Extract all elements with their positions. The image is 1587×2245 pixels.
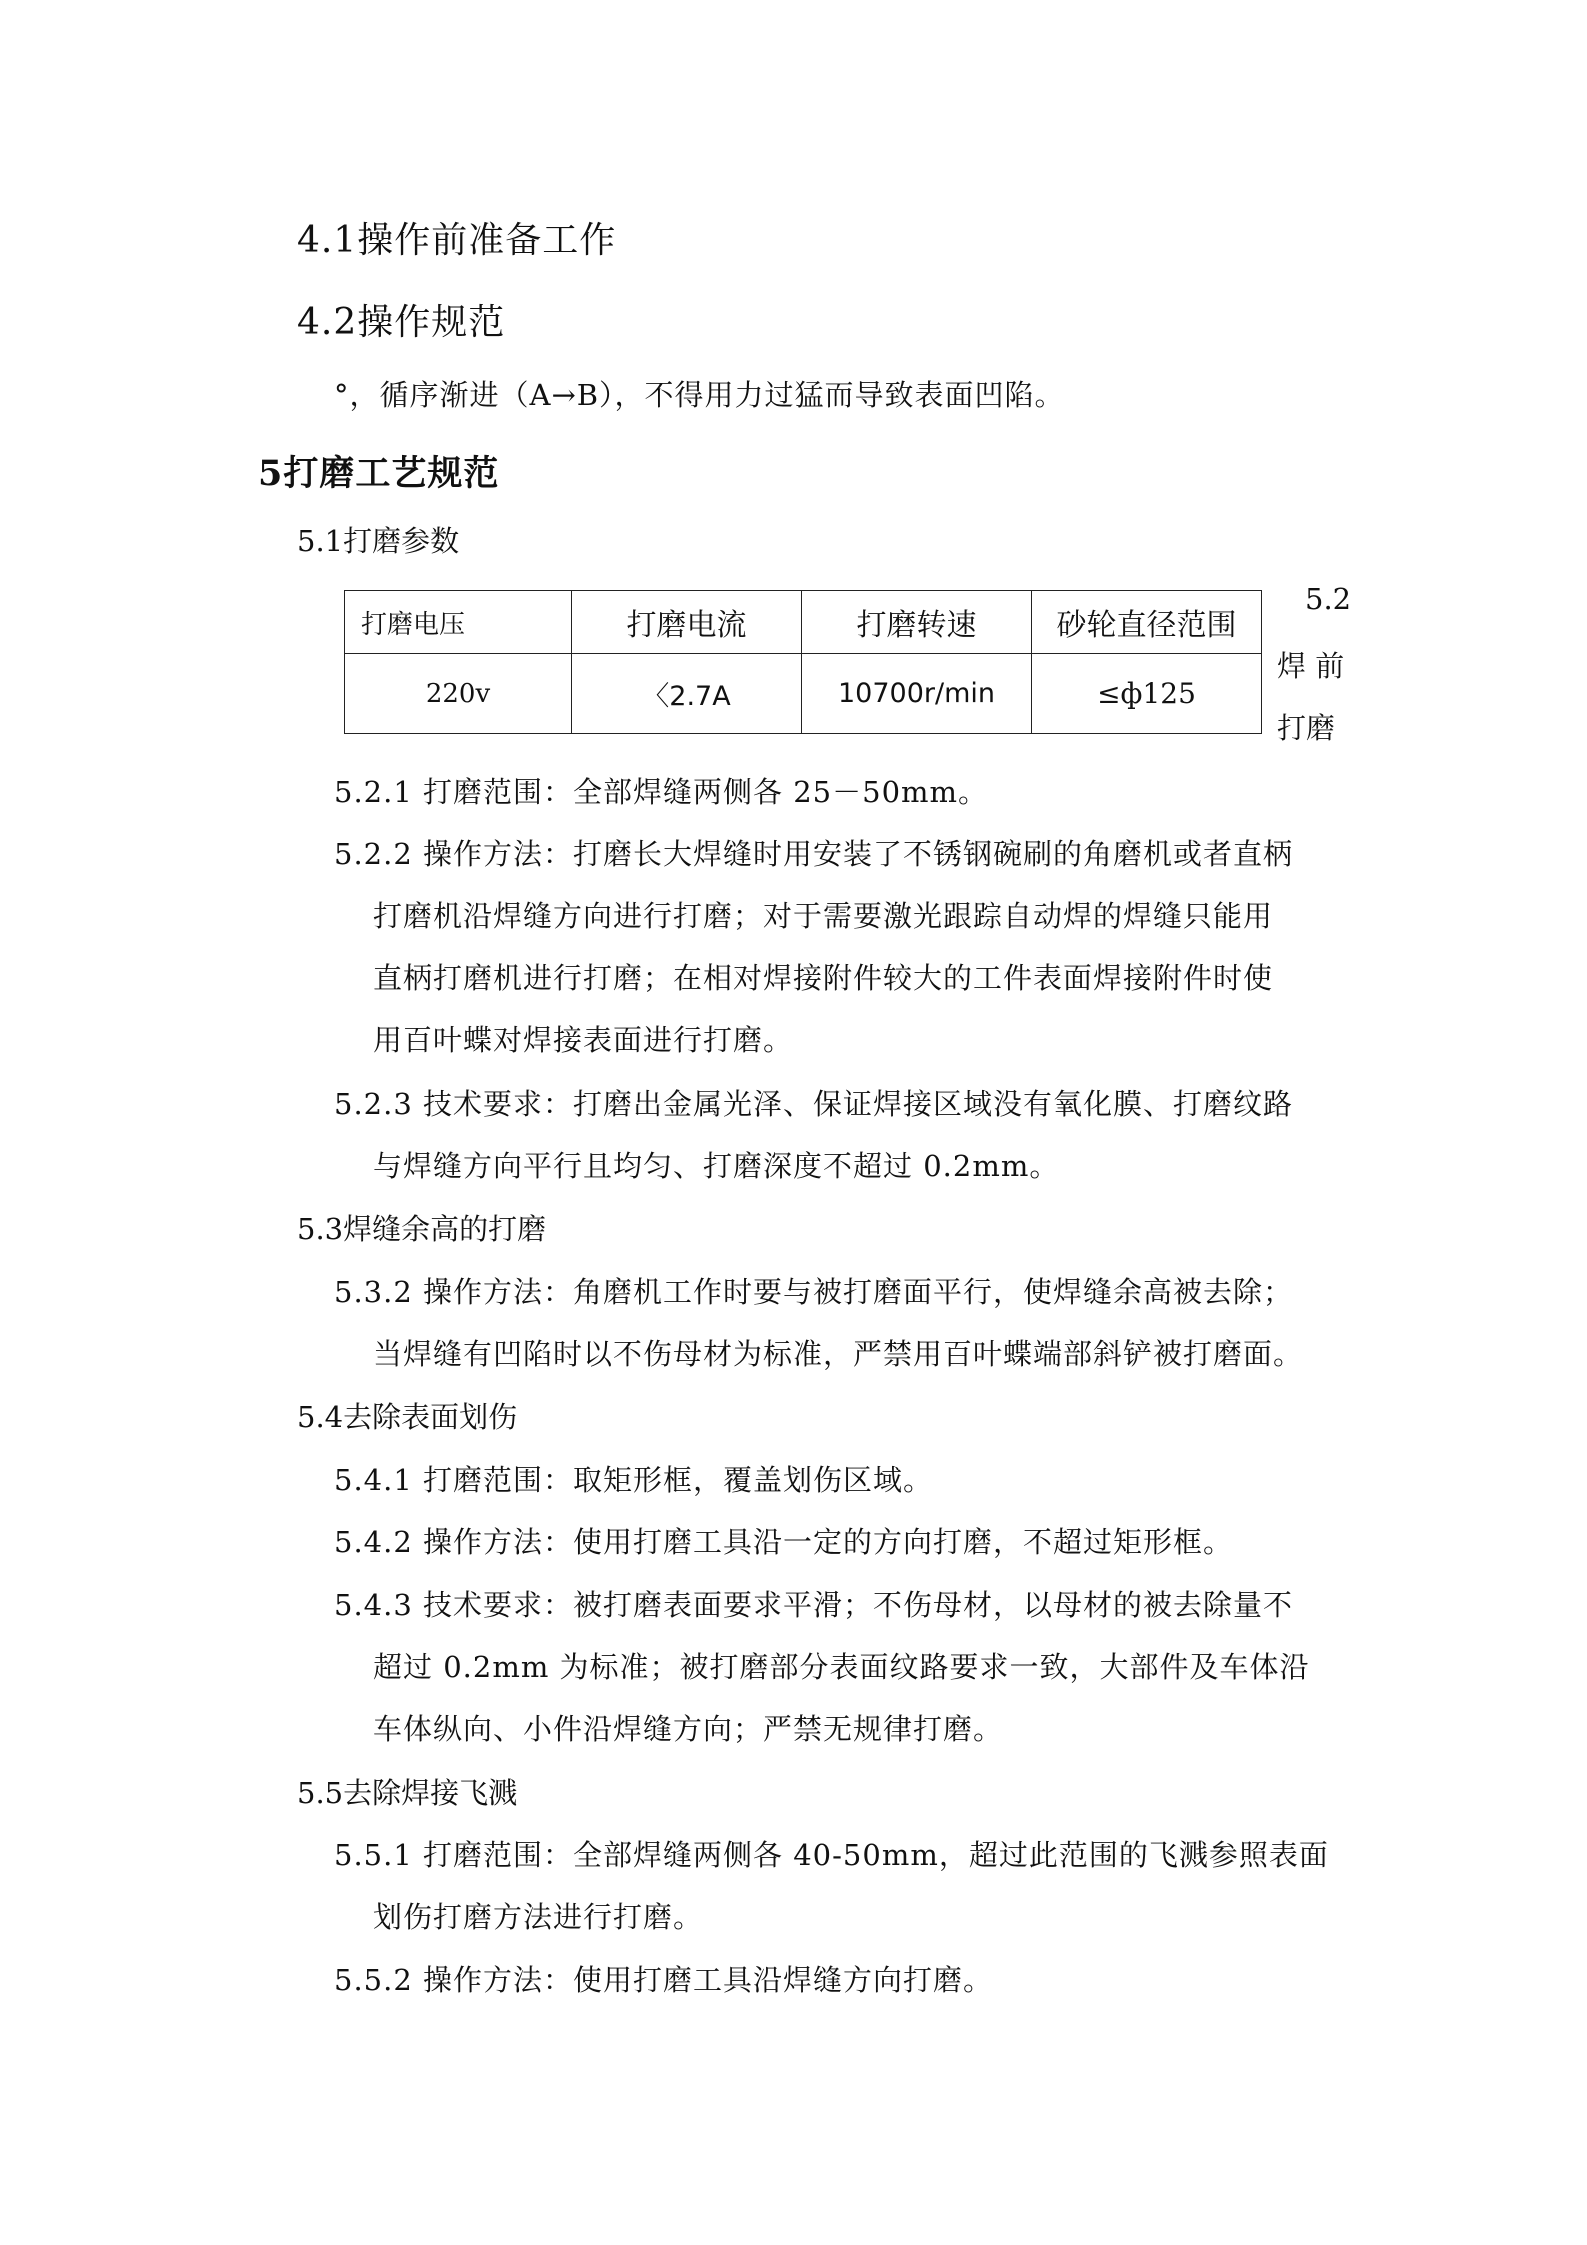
- table-cell: ≤ф125: [1032, 654, 1262, 734]
- table-header-cell: 打磨电流: [572, 591, 802, 654]
- paragraph-5-2-2-line: 5.2.2 操作方法：打磨长大焊缝时用安装了不锈钢碗刷的角磨机或者直柄: [334, 837, 1294, 871]
- paragraph-5-5-2: 5.5.2 操作方法：使用打磨工具沿焊缝方向打磨。: [334, 1963, 994, 1997]
- paragraph-5-2-1: 5.2.1 打磨范围：全部焊缝两侧各 25－50mm。: [334, 775, 989, 809]
- paragraph-5-5-1-line: 5.5.1 打磨范围：全部焊缝两侧各 40-50mm，超过此范围的飞溅参照表面: [334, 1838, 1329, 1872]
- paragraph-5-3-2-line: 5.3.2 操作方法：角磨机工作时要与被打磨面平行，使焊缝余高被去除；: [334, 1275, 1294, 1309]
- heading-5-2-line-2: 焊 前: [1277, 649, 1345, 683]
- paragraph-5-2-2-line: 直柄打磨机进行打磨；在相对焊接附件较大的工件表面焊接附件时使: [373, 961, 1274, 995]
- table-cell: 〈2.7A: [572, 654, 802, 734]
- paragraph-5-4-3-line: 超过 0.2mm 为标准；被打磨部分表面纹路要求一致，大部件及车体沿: [373, 1650, 1310, 1684]
- heading-5-1: 5.1打磨参数: [297, 524, 460, 558]
- paragraph-fragment: °，循序渐进（A→B），不得用力过猛而导致表面凹陷。: [334, 378, 1065, 412]
- paragraph-5-4-3-line: 车体纵向、小件沿焊缝方向；严禁无规律打磨。: [373, 1712, 1004, 1746]
- paragraph-5-4-1: 5.4.1 打磨范围：取矩形框，覆盖划伤区域。: [334, 1463, 934, 1497]
- table-cell: 10700r/min: [802, 654, 1032, 734]
- heading-5-4: 5.4去除表面划伤: [297, 1400, 518, 1434]
- heading-5: 5打磨工艺规范: [258, 453, 500, 494]
- heading-4-1: 4.1操作前准备工作: [297, 220, 617, 261]
- heading-5-5: 5.5去除焊接飞溅: [297, 1776, 518, 1810]
- table-header-cell: 打磨转速: [802, 591, 1032, 654]
- table-header-cell: 砂轮直径范围: [1032, 591, 1262, 654]
- table-cell: 220v: [345, 654, 572, 734]
- heading-5-2-line-1: 5.2: [1305, 582, 1352, 616]
- paragraph-5-5-1-line: 划伤打磨方法进行打磨。: [373, 1900, 704, 1934]
- table-header-cell: 打磨电压: [345, 591, 572, 654]
- paragraph-5-2-2-line: 用百叶蝶对焊接表面进行打磨。: [373, 1023, 794, 1057]
- table-row: [345, 654, 1262, 734]
- paragraph-5-4-3-line: 5.4.3 技术要求：被打磨表面要求平滑；不伤母材，以母材的被去除量不: [334, 1588, 1294, 1622]
- heading-4-2: 4.2操作规范: [297, 302, 506, 343]
- grinding-parameters-table: [344, 590, 1262, 734]
- table-header-row: [345, 591, 1262, 654]
- paragraph-5-2-2-line: 打磨机沿焊缝方向进行打磨；对于需要激光跟踪自动焊的焊缝只能用: [373, 899, 1274, 933]
- paragraph-5-2-3-line: 与焊缝方向平行且均匀、打磨深度不超过 0.2mm。: [373, 1149, 1060, 1183]
- paragraph-5-2-3-line: 5.2.3 技术要求：打磨出金属光泽、保证焊接区域没有氧化膜、打磨纹路: [334, 1087, 1294, 1121]
- paragraph-5-3-2-line: 当焊缝有凹陷时以不伤母材为标准，严禁用百叶蝶端部斜铲被打磨面。: [373, 1337, 1304, 1371]
- heading-5-3: 5.3焊缝余高的打磨: [297, 1212, 547, 1246]
- heading-5-2-line-3: 打磨: [1277, 711, 1336, 745]
- paragraph-5-4-2: 5.4.2 操作方法：使用打磨工具沿一定的方向打磨，不超过矩形框。: [334, 1525, 1234, 1559]
